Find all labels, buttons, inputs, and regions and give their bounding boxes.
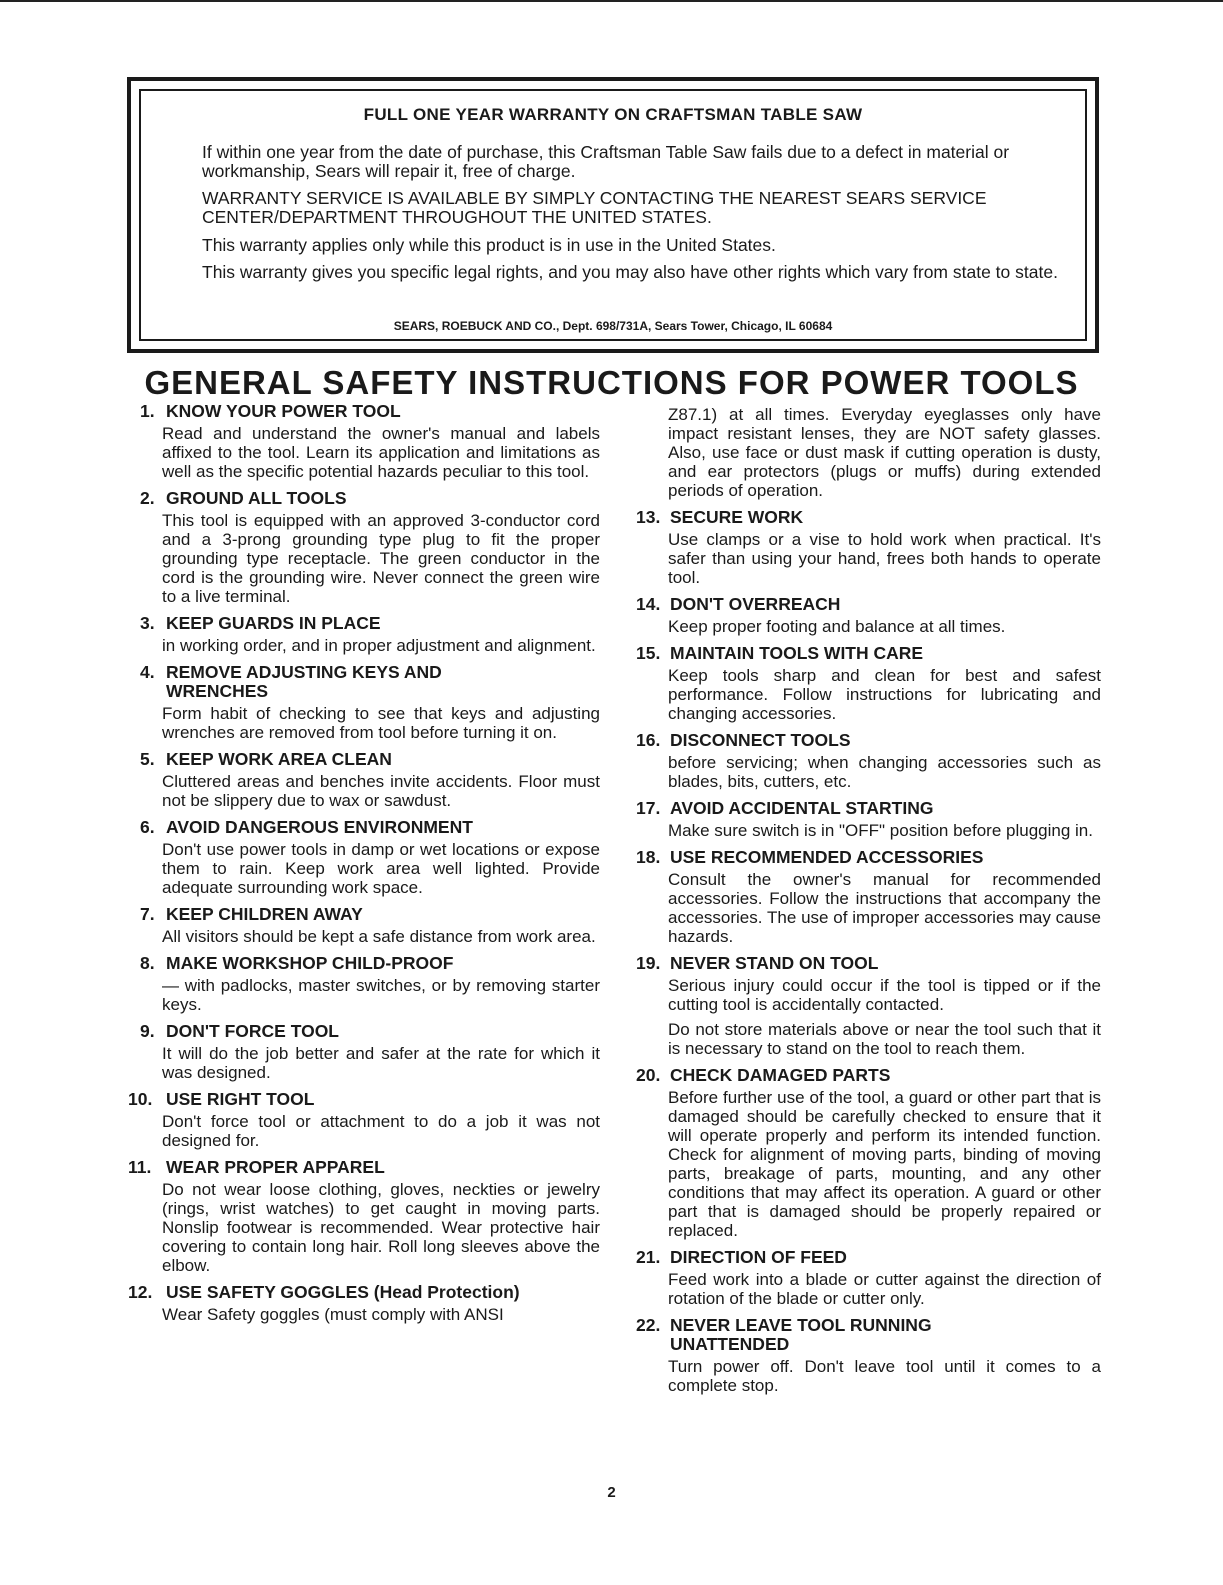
item-number: 19. bbox=[636, 953, 661, 973]
list-item bbox=[140, 489, 600, 606]
list-item bbox=[140, 402, 600, 481]
item-title: USE SAFETY GOGGLES (Head Protection) bbox=[166, 1282, 520, 1302]
item-body: Do not wear loose clothing, gloves, neckties or jewelry (rings, wrist watches) to get caught in moving parts. Nonslip footwear is recommended. Wear protective hair covering to contain long hair. Roll long sleeves above the elbow. bbox=[162, 1180, 600, 1275]
warranty-inner-border bbox=[139, 89, 1087, 341]
warranty-paragraph: If within one year from the date of purchase, this Craftsman Table Saw fails due to a defect in material or workmanship, Sears will repair it, free of charge. bbox=[202, 142, 1010, 181]
list-item bbox=[128, 1282, 600, 1324]
list-item bbox=[636, 1066, 1101, 1240]
item-number: 3. bbox=[140, 613, 155, 633]
item-number: 4. bbox=[140, 662, 155, 682]
item-body: Turn power off. Don't leave tool until it comes to a complete stop. bbox=[668, 1357, 1101, 1395]
list-item bbox=[128, 1089, 600, 1150]
list-item bbox=[636, 1248, 1101, 1308]
item-number: 15. bbox=[636, 643, 661, 663]
list-item bbox=[140, 750, 600, 810]
item-title: KNOW YOUR POWER TOOL bbox=[166, 401, 401, 421]
item-title: WEAR PROPER APPAREL bbox=[166, 1157, 385, 1177]
warranty-address: SEARS, ROEBUCK AND CO., Dept. 698/731A, Sears Tower, Chicago, IL 60684 bbox=[393, 319, 833, 333]
page-number: 2 bbox=[607, 1484, 616, 1501]
item-title: SECURE WORK bbox=[670, 507, 804, 527]
item-title: DISCONNECT TOOLS bbox=[670, 730, 851, 750]
list-item bbox=[636, 799, 1101, 840]
item-number: 5. bbox=[140, 749, 155, 769]
right-column bbox=[636, 405, 1101, 1403]
warranty-box bbox=[127, 77, 1099, 353]
left-column bbox=[128, 401, 600, 1332]
item-title: AVOID DANGEROUS ENVIRONMENT bbox=[166, 817, 473, 837]
list-item bbox=[128, 1157, 600, 1275]
item-body: Don't force tool or attachment to do a job it was not designed for. bbox=[162, 1112, 600, 1150]
item-body: All visitors should be kept a safe distance from work area. bbox=[162, 927, 596, 946]
list-item bbox=[636, 595, 1101, 636]
item-number: 9. bbox=[140, 1021, 155, 1041]
warranty-paragraph: WARRANTY SERVICE IS AVAILABLE BY SIMPLY CONTACTING THE NEAREST SEARS SERVICE CENTER/DEPARTMENT THROUGHOUT THE UNITED STATES. bbox=[202, 188, 987, 227]
item-title: MAINTAIN TOOLS WITH CARE bbox=[670, 643, 924, 663]
item-title: GROUND ALL TOOLS bbox=[166, 488, 347, 508]
list-item bbox=[636, 644, 1101, 723]
item-title: AVOID ACCIDENTAL STARTING bbox=[670, 798, 934, 818]
item-body: Don't use power tools in damp or wet locations or expose them to rain. Keep work area well lighted. Provide adequate surrounding work space. bbox=[162, 840, 600, 897]
list-item bbox=[636, 508, 1101, 587]
item-body: Keep tools sharp and clean for best and safest performance. Follow instructions for lubricating and changing accessories. bbox=[668, 666, 1101, 723]
item-number: 14. bbox=[636, 594, 661, 614]
item-title: CHECK DAMAGED PARTS bbox=[670, 1065, 891, 1085]
item-title: KEEP GUARDS IN PLACE bbox=[166, 613, 381, 633]
item-number: 11. bbox=[128, 1157, 152, 1177]
item-number: 18. bbox=[636, 847, 661, 867]
item-title: DIRECTION OF FEED bbox=[670, 1247, 847, 1267]
item-body: Use clamps or a vise to hold work when practical. It's safer than using your hand, frees both hands to operate tool. bbox=[668, 530, 1101, 587]
item-body: Feed work into a blade or cutter against the direction of rotation of the blade or cutter only. bbox=[668, 1270, 1101, 1308]
warranty-paragraph: This warranty gives you specific legal rights, and you may also have other rights which vary from state to state. bbox=[202, 262, 1058, 282]
item-body: — with padlocks, master switches, or by removing starter keys. bbox=[162, 976, 600, 1014]
item-body: Keep proper footing and balance at all times. bbox=[668, 617, 1006, 636]
item-number: 20. bbox=[636, 1065, 661, 1085]
item-body: Do not store materials above or near the tool such that it is necessary to stand on the tool to reach them. bbox=[668, 1020, 1101, 1058]
item-title: NEVER STAND ON TOOL bbox=[670, 953, 879, 973]
list-item bbox=[140, 663, 600, 742]
page-title: GENERAL SAFETY INSTRUCTIONS FOR POWER TOOLS bbox=[144, 364, 1079, 401]
list-item bbox=[636, 848, 1101, 946]
list-item bbox=[140, 614, 600, 655]
item-title: KEEP CHILDREN AWAY bbox=[166, 904, 363, 924]
item-title: REMOVE ADJUSTING KEYS AND WRENCHES bbox=[166, 662, 442, 701]
item-title: DON'T OVERREACH bbox=[670, 594, 841, 614]
list-item bbox=[140, 954, 600, 1014]
top-rule bbox=[0, 0, 1223, 2]
item-title: USE RECOMMENDED ACCESSORIES bbox=[670, 847, 984, 867]
item-body: Z87.1) at all times. Everyday eyeglasses only have impact resistant lenses, they are NOT safety glasses. Also, use face or dust mask if cutting operation is dusty, and ear protectors (plugs or muffs) during extended periods of operation. bbox=[668, 405, 1101, 500]
list-item-continuation bbox=[636, 405, 1101, 500]
item-body: It will do the job better and safer at the rate for which it was designed. bbox=[162, 1044, 600, 1082]
item-body: before servicing; when changing accessories such as blades, bits, cutters, etc. bbox=[668, 753, 1101, 791]
item-title: NEVER LEAVE TOOL RUNNING UNATTENDED bbox=[670, 1315, 932, 1354]
warranty-paragraph: This warranty applies only while this product is in use in the United States. bbox=[202, 235, 776, 255]
list-item bbox=[140, 1022, 600, 1082]
list-item bbox=[636, 954, 1101, 1058]
list-item bbox=[636, 731, 1101, 791]
item-number: 10. bbox=[128, 1089, 153, 1109]
item-number: 16. bbox=[636, 730, 661, 750]
item-body: Before further use of the tool, a guard or other part that is damaged should be carefully checked to ensure that it will operate properly and perform its intended function. Check for alignment of moving parts, binding of moving parts, breakage of parts, mounting, and any other conditions that may affect its operation. A guard or other part that is damaged should be properly repaired or replaced. bbox=[668, 1088, 1101, 1240]
item-body: Wear Safety goggles (must comply with ANSI bbox=[162, 1305, 504, 1324]
list-item bbox=[140, 818, 600, 897]
item-number: 6. bbox=[140, 817, 155, 837]
item-body: Cluttered areas and benches invite accidents. Floor must not be slippery due to wax or sawdust. bbox=[162, 772, 600, 810]
item-number: 21. bbox=[636, 1247, 661, 1267]
item-title: DON'T FORCE TOOL bbox=[166, 1021, 340, 1041]
item-body: This tool is equipped with an approved 3-conductor cord and a 3-prong grounding type plug to fit the proper grounding type receptacle. The green conductor in the cord is the grounding wire. Never connect the green wire to a live terminal. bbox=[162, 511, 600, 606]
item-body: Form habit of checking to see that keys and adjusting wrenches are removed from tool before turning it on. bbox=[162, 704, 600, 742]
item-number: 2. bbox=[140, 488, 155, 508]
item-body: Serious injury could occur if the tool is tipped or if the cutting tool is accidentally contacted. bbox=[668, 976, 1101, 1014]
item-number: 13. bbox=[636, 507, 661, 527]
item-body: Read and understand the owner's manual and labels affixed to the tool. Learn its application and limitations as well as the specific potential hazards peculiar to this tool. bbox=[162, 424, 600, 481]
item-title: USE RIGHT TOOL bbox=[166, 1089, 315, 1109]
item-number: 8. bbox=[140, 953, 155, 973]
item-body: in working order, and in proper adjustment and alignment. bbox=[162, 636, 596, 655]
item-body: Consult the owner's manual for recommended accessories. Follow the instructions that accompany the accessories. The use of improper accessories may cause hazards. bbox=[668, 870, 1101, 946]
warranty-title: FULL ONE YEAR WARRANTY ON CRAFTSMAN TABLE SAW bbox=[363, 105, 863, 124]
item-number: 22. bbox=[636, 1315, 661, 1335]
item-title: MAKE WORKSHOP CHILD-PROOF bbox=[166, 953, 454, 973]
item-number: 7. bbox=[140, 904, 155, 924]
list-item bbox=[140, 905, 600, 946]
item-number: 12. bbox=[128, 1282, 153, 1302]
item-title: KEEP WORK AREA CLEAN bbox=[166, 749, 392, 769]
item-number: 1. bbox=[140, 401, 155, 421]
list-item bbox=[636, 1316, 1101, 1395]
item-body: Make sure switch is in "OFF" position before plugging in. bbox=[668, 821, 1093, 840]
item-number: 17. bbox=[636, 798, 661, 818]
